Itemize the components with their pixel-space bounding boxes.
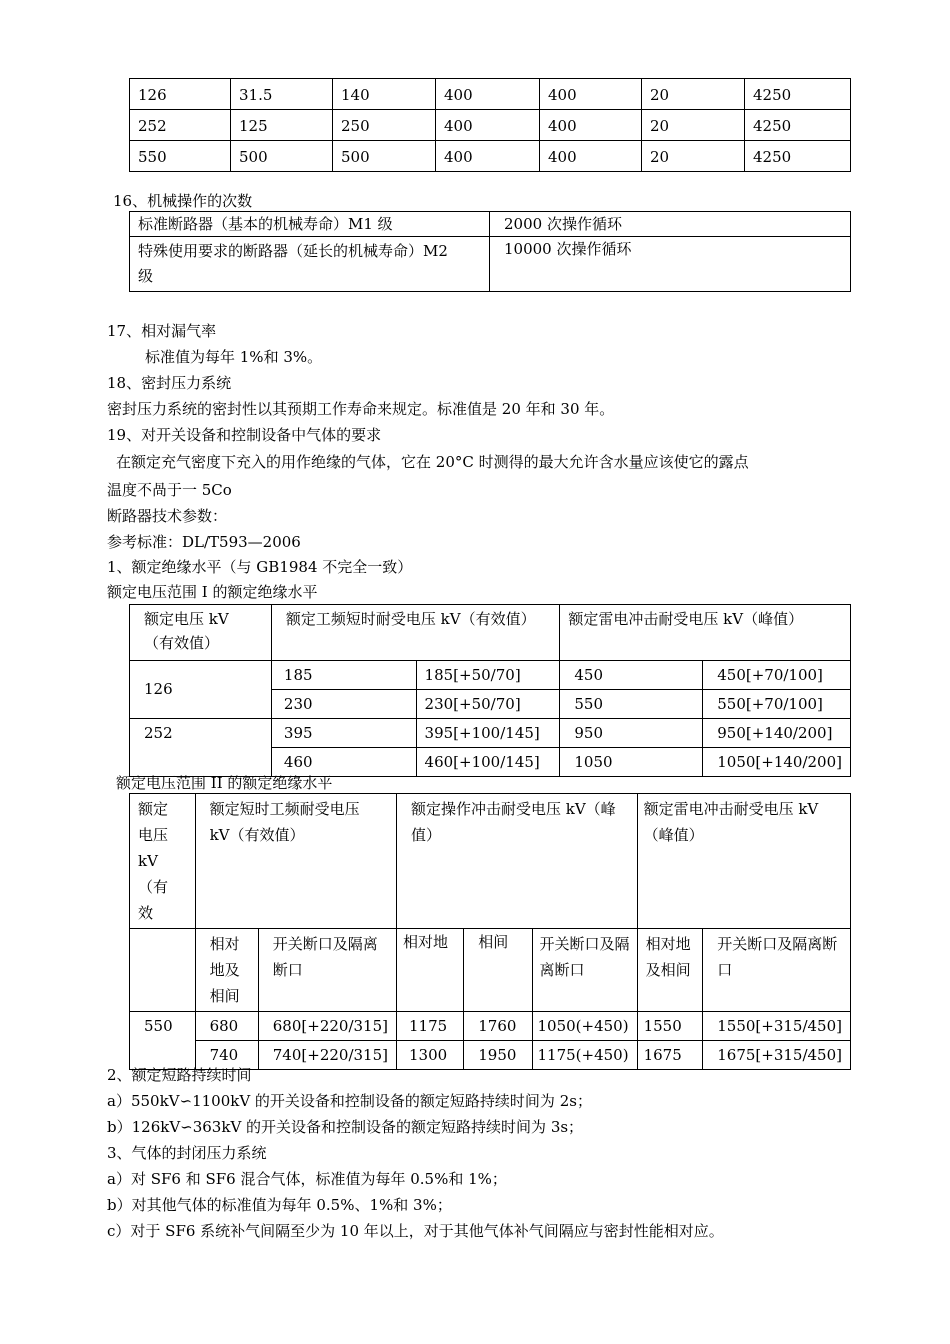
paragraph-line: b）126kV∽363kV 的开关设备和控制设备的额定短路持续时间为 3s；: [107, 1118, 584, 1136]
header-cell: 相间: [464, 929, 533, 1012]
header-cell: 额定短时工频耐受电压 kV（有效值）: [195, 794, 396, 929]
table-cell: 450: [560, 661, 703, 690]
table-cell: 400: [436, 110, 540, 141]
header-cell: 相对地及相间: [637, 929, 703, 1012]
header-cell: 额定电压 kV（有效值）: [130, 605, 272, 661]
header-cell: 开关断口及隔离断口: [258, 929, 396, 1012]
voltage-cell: 126: [130, 661, 272, 719]
table-cell: 1760: [464, 1012, 533, 1041]
voltage-cell: 252: [130, 719, 272, 777]
table-cell: 1675: [637, 1041, 703, 1070]
header-cell: 额定操作冲击耐受电压 kV（峰值）: [396, 794, 637, 929]
paragraph-line: b）对其他气体的标准值为每年 0.5%、1%和 3%；: [107, 1196, 452, 1214]
table-cell: 1550[+315/450]: [703, 1012, 851, 1041]
table-cell: 31.5: [231, 79, 333, 110]
header-cell: 额定电压 kV（有效: [130, 794, 196, 929]
paragraph-line: 18、密封压力系统: [107, 374, 232, 392]
table-cell: 395: [271, 719, 416, 748]
table-cell: 4250: [745, 79, 851, 110]
table-cell: 400: [540, 110, 642, 141]
table-cell: 125: [231, 110, 333, 141]
table-cell: 185[+50/70]: [416, 661, 560, 690]
table-cell: 500: [231, 141, 333, 172]
section-16-title: 16、机械操作的次数: [113, 192, 253, 210]
table-cell: 740[+220/315]: [258, 1041, 396, 1070]
table-row: [130, 212, 851, 237]
header-cell: 相对地: [396, 929, 463, 1012]
paragraph-line: 参考标准：DL/T593—2006: [107, 533, 301, 551]
paragraph-line: 额定电压范围 I 的额定绝缘水平: [107, 583, 318, 601]
table-cell: 230[+50/70]: [416, 690, 560, 719]
table-cell: 250: [333, 110, 436, 141]
table-row: [130, 237, 851, 292]
header-cell: [130, 929, 196, 1012]
paragraph-line: c）对于 SF6 系统补气间隔至少为 10 年以上，对于其他气体补气间隔应与密封性能相对应。: [107, 1222, 724, 1240]
header-cell: 额定雷电冲击耐受电压 kV（峰值）: [560, 605, 851, 661]
table-cell: 2000 次操作循环: [490, 212, 851, 237]
header-cell: 开关断口及隔离断口: [533, 929, 637, 1012]
table-cell: 20: [642, 110, 745, 141]
table-cell: 550: [130, 141, 231, 172]
table-cell: 185: [271, 661, 416, 690]
table-cell: 1050(+450): [533, 1012, 637, 1041]
table-row: [130, 141, 851, 172]
table-cell: 550[+70/100]: [703, 690, 851, 719]
table-cell: 126: [130, 79, 231, 110]
table-cell: 1550: [637, 1012, 703, 1041]
table-header-row: [130, 794, 851, 929]
table-cell: 10000 次操作循环: [490, 237, 851, 292]
paragraph-line: 温度不咼于一 5Co: [107, 481, 232, 499]
table-cell: 680: [195, 1012, 258, 1041]
voltage-cell: 550: [130, 1012, 196, 1070]
table-cell: 1175(+450): [533, 1041, 637, 1070]
header-cell: 相对地及相间: [195, 929, 258, 1012]
top-parameter-table: [129, 78, 851, 172]
table-cell: 1175: [396, 1012, 463, 1041]
table-cell: 标准断路器（基本的机械寿命）M1 级: [130, 212, 490, 237]
table-header-row: [130, 605, 851, 661]
table-cell: 1950: [464, 1041, 533, 1070]
paragraph-line: 2、额定短路持续时间: [107, 1066, 252, 1084]
table-cell: 1675[+315/450]: [703, 1041, 851, 1070]
table-cell: 950: [560, 719, 703, 748]
paragraph-line: 在额定充气密度下充入的用作绝缘的气体，它在 20°C 时测得的最大允许含水量应该使它的露点: [116, 453, 749, 471]
insulation-level-table-1: [129, 604, 851, 777]
mechanical-operations-table: [129, 211, 851, 292]
header-cell: 额定雷电冲击耐受电压 kV（峰值）: [637, 794, 850, 929]
paragraph-line: 3、气体的封闭压力系统: [107, 1144, 267, 1162]
table-cell: 400: [436, 141, 540, 172]
paragraph-line: a）对 SF6 和 SF6 混合气体，标准值为每年 0.5%和 1%；: [107, 1170, 507, 1188]
table-cell: 1300: [396, 1041, 463, 1070]
table-cell: 252: [130, 110, 231, 141]
paragraph-line: 断路器技术参数：: [107, 507, 228, 525]
table-row: [130, 1012, 851, 1041]
table-cell: 400: [540, 79, 642, 110]
table-cell: 1050[+140/200]: [703, 748, 851, 777]
paragraph-line: 标准值为每年 1%和 3%。: [145, 348, 323, 366]
table-cell: 400: [436, 79, 540, 110]
table-cell: 950[+140/200]: [703, 719, 851, 748]
paragraph-line: 19、对开关设备和控制设备中气体的要求: [107, 426, 382, 444]
table-row: [130, 661, 851, 690]
table-cell: 460: [271, 748, 416, 777]
header-cell: 开关断口及隔离断口: [703, 929, 851, 1012]
table-cell: 特殊使用要求的断路器（延长的机械寿命）M2 级: [130, 237, 490, 292]
table-cell: 395[+100/145]: [416, 719, 560, 748]
table-cell: 20: [642, 79, 745, 110]
table-cell: 680[+220/315]: [258, 1012, 396, 1041]
table-cell: 460[+100/145]: [416, 748, 560, 777]
table-cell: 230: [271, 690, 416, 719]
table-cell: 4250: [745, 110, 851, 141]
table-cell: 400: [540, 141, 642, 172]
table-2-title: 额定电压范围 II 的额定绝缘水平: [116, 774, 333, 792]
table-cell: 4250: [745, 141, 851, 172]
paragraph-line: 密封压力系统的密封性以其预期工作寿命来规定。标准值是 20 年和 30 年。: [107, 400, 615, 418]
table-row: [130, 110, 851, 141]
table-subheader-row: [130, 929, 851, 1012]
header-cell: 额定工频短时耐受电压 kV（有效值）: [271, 605, 559, 661]
table-row: [130, 719, 851, 748]
paragraph-line: a）550kV∽1100kV 的开关设备和控制设备的额定短路持续时间为 2s；: [107, 1092, 592, 1110]
table-cell: 20: [642, 141, 745, 172]
table-cell: 1050: [560, 748, 703, 777]
table-cell: 140: [333, 79, 436, 110]
insulation-level-table-2: [129, 793, 851, 1070]
table-cell: 450[+70/100]: [703, 661, 851, 690]
table-cell: 550: [560, 690, 703, 719]
table-cell: 500: [333, 141, 436, 172]
table-cell: 740: [195, 1041, 258, 1070]
table-row: [130, 79, 851, 110]
paragraph-line: 1、额定绝缘水平（与 GB1984 不完全一致）: [107, 558, 413, 576]
paragraph-line: 17、相对漏气率: [107, 322, 217, 340]
